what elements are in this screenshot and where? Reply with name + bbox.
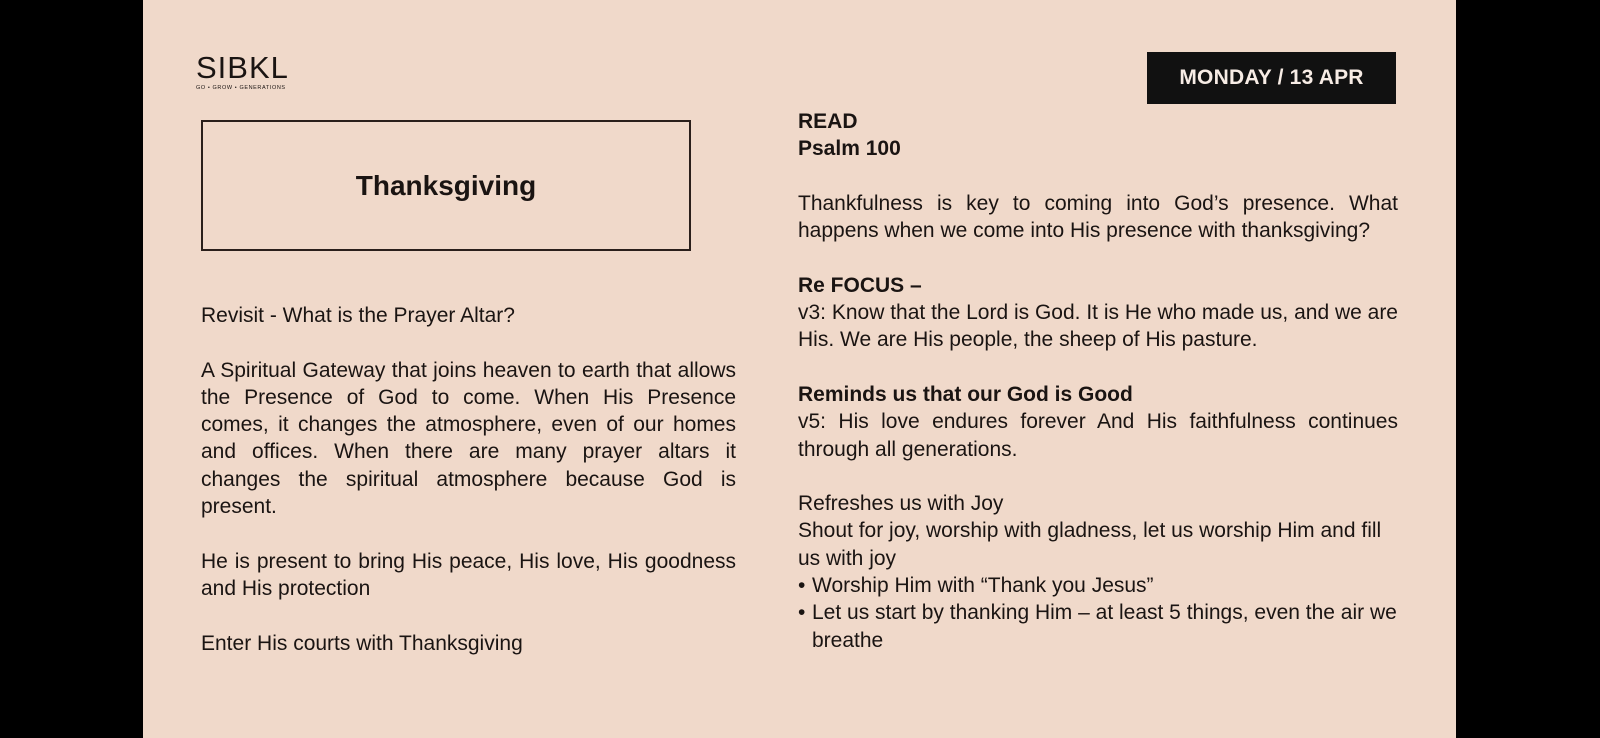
list-item — [798, 599, 1398, 654]
list-item — [798, 572, 1398, 599]
refocus-text: v3: Know that the Lord is God. It is He who made us, and we are His. We are His people, the sheep of His pasture. — [798, 301, 1398, 352]
sibkl-logo — [196, 52, 326, 92]
title-box — [201, 120, 691, 251]
joy-text: Shout for joy, worship with gladness, let us worship Him and fill us with joy — [798, 519, 1382, 570]
bullet-icon: • — [798, 574, 806, 598]
right-column — [798, 108, 1398, 654]
read-reference: Psalm 100 — [798, 137, 901, 161]
bullet-icon: • — [798, 601, 806, 625]
bullet-text: Let us start by thanking Him – at least 5 things, even the air we breathe — [812, 601, 1397, 652]
presence-paragraph: He is present to bring His peace, His love, His goodness and His protection — [201, 549, 736, 600]
reminds-heading: Reminds us that our God is Good — [798, 382, 1133, 406]
logo-wordmark: SIBKL — [196, 50, 289, 85]
date-badge: MONDAY / 13 APR — [1147, 52, 1396, 104]
page-title: Thanksgiving — [355, 169, 537, 201]
bullet-text: Worship Him with “Thank you Jesus” — [812, 574, 1154, 598]
left-column — [201, 302, 736, 657]
intro-paragraph: Thankfulness is key to coming into God’s presence. What happens when we come into His presence with thanksgiving? — [798, 191, 1398, 243]
reminds-text: v5: His love endures forever And His faithfulness continues through all generations. — [798, 410, 1398, 461]
enter-courts-line: Enter His courts with Thanksgiving — [201, 631, 523, 655]
read-label: READ — [798, 110, 858, 133]
joy-heading: Refreshes us with Joy — [798, 492, 1004, 516]
refocus-heading: Re FOCUS – — [798, 273, 922, 297]
devotional-slide — [143, 0, 1456, 738]
logo-tagline: GO • GROW • GENERATIONS — [196, 85, 286, 91]
revisit-question: Revisit - What is the Prayer Altar? — [201, 304, 515, 327]
gateway-paragraph: A Spiritual Gateway that joins heaven to earth that allows the Presence of God to come. When His Presence comes, it changes the atmosphere, even of our homes and offices. When there are many prayer altars it changes the spiritual atmosphere because God is present. — [201, 358, 736, 519]
